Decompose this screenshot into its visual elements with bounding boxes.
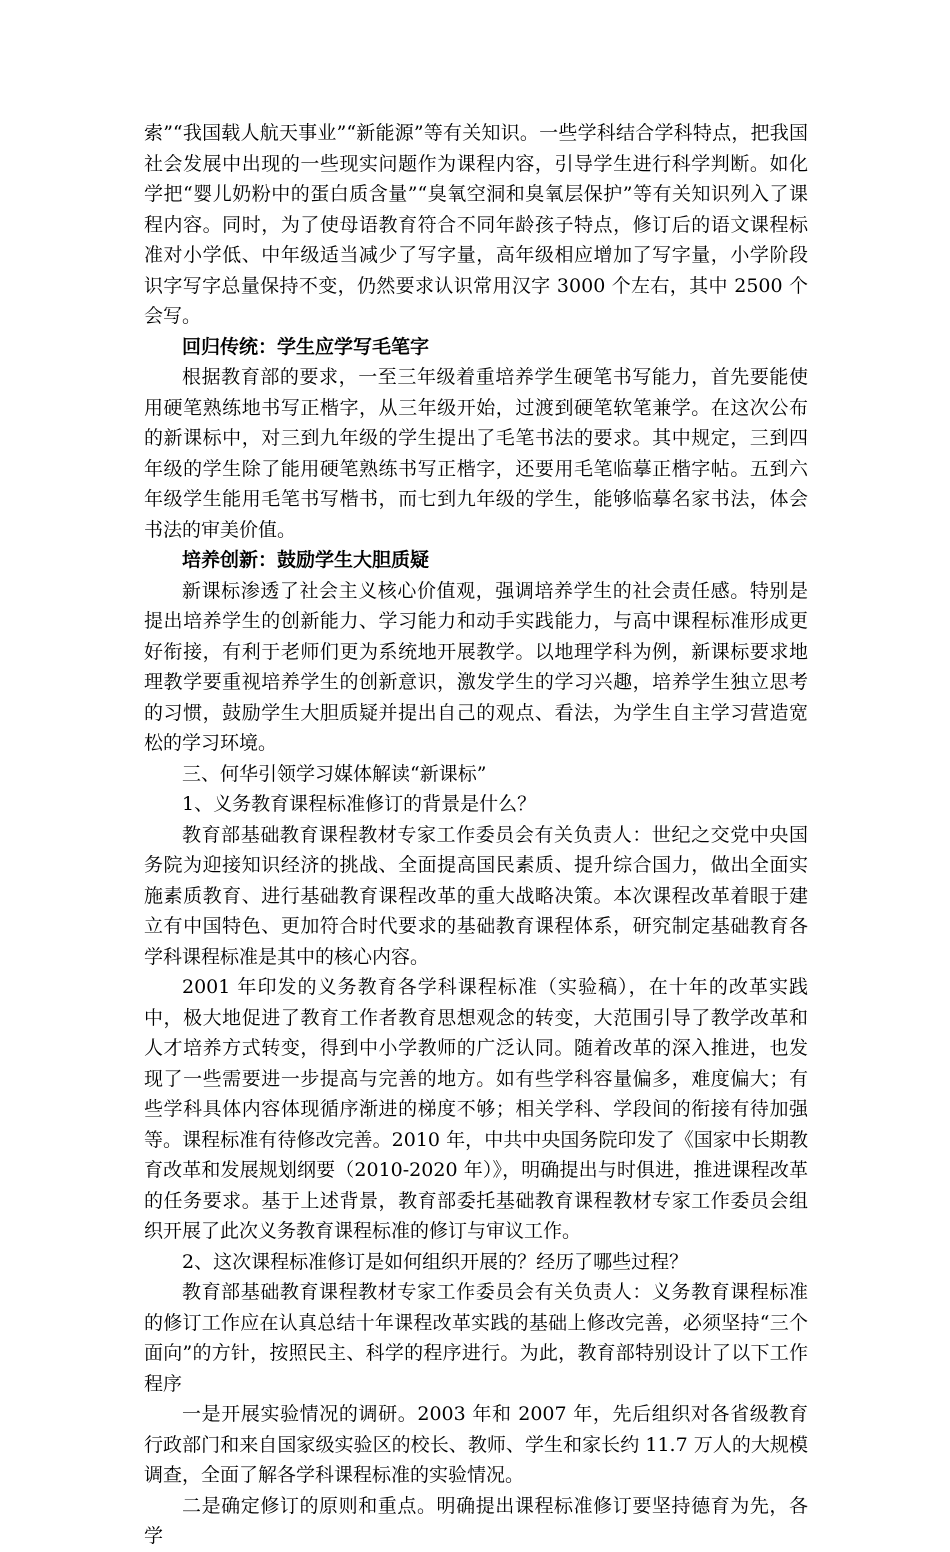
question-heading: 1、义务教育课程标准修订的背景是什么？ — [182, 793, 537, 815]
paragraph: 根据教育部的要求，一至三年级着重培养学生硬笔书写能力，首先要能使用硬笔熟练地书写正楷字，从三年级开始，过渡到硬笔软笔兼学。在这次公布的新课标中，对三到九年级的学生提出了毛笔书法的要求。其中规定，三到四年级的学生除了能用硬笔熟练书写正楷字，还要用毛笔临摹正楷字帖。五到六年级学生能用毛笔书写楷书，而七到九年级的学生，能够临摹名家书法，体会书法的审美价值。 — [144, 366, 808, 541]
paragraph: 索”“我国载人航天事业”“新能源”等有关知识。一些学科结合学科特点，把我国社会发展中出现的一些现实问题作为课程内容，引导学生进行科学判断。如化学把“婴儿奶粉中的蛋白质含量”“臭氧空洞和臭氧层保护”等有关知识列入了课程内容。同时，为了使母语教育符合不同年龄孩子特点，修订后的语文课程标准对小学低、中年级适当减少了写字量，高年级相应增加了写字量，小学阶段识字写字总量保持不变，仍然要求认识常用汉字 3000 个左右，其中 2500 个会写。 — [144, 122, 808, 327]
section-title: 三、何华引领学习媒体解读“新课标” — [182, 762, 487, 785]
section-heading: 回归传统：学生应学写毛笔字 — [182, 335, 430, 358]
paragraph: 2001 年印发的义务教育各学科课程标准（实验稿），在十年的改革实践中，极大地促进了教育工作者教育思想观念的转变，大范围引导了教学改革和人才培养方式转变，得到中小学教师的广泛认同。随着改革的深入推进，也发现了一些需要进一步提高与完善的地方。如有些学科容量偏多，难度偏大；有些学科具体内容体现循序渐进的梯度不够；相关学科、学段间的衔接有待加强等。课程标准有待修改完善。2010 年，中共中央国务院印发了《国家中长期教育改革和发展规划纲要（2010-2020 年）》，明确提出与时俱进，推进课程改革的任务要求。基于上述背景，教育部委托基础教育课程教材专家工作委员会组织开展了此次义务教育课程标准的修订与审议工作。 — [144, 976, 808, 1242]
paragraph: 新课标渗透了社会主义核心价值观，强调培养学生的社会责任感。特别是提出培养学生的创新能力、学习能力和动手实践能力，与高中课程标准形成更好衔接，有利于老师们更为系统地开展教学。以地理学科为例，新课标要求地理教学要重视培养学生的创新意识，激发学生的学习兴趣，培养学生独立思考的习惯，鼓励学生大胆质疑并提出自己的观点、看法，为学生自主学习营造宽松的学习环境。 — [144, 579, 808, 754]
paragraph: 一是开展实验情况的调研。2003 年和 2007 年，先后组织对各省级教育行政部门和来自国家级实验区的校长、教师、学生和家长约 11.7 万人的大规模调查，全面了解各学科课程标准的实验情况。 — [144, 1403, 808, 1486]
section-heading: 培养创新：鼓励学生大胆质疑 — [182, 549, 430, 571]
paragraph: 二是确定修订的原则和重点。明确提出课程标准修订要坚持德育为先，各学 — [144, 1494, 808, 1547]
paragraph: 教育部基础教育课程教材专家工作委员会有关负责人：世纪之交党中央国务院为迎接知识经济的挑战、全面提高国民素质、提升综合国力，做出全面实施素质教育、进行基础教育课程改革的重大战略决策。本次课程改革着眼于建立有中国特色、更加符合时代要求的基础教育课程体系，研究制定基础教育各学科课程标准是其中的核心内容。 — [144, 823, 808, 968]
question-heading: 2、这次课程标准修订是如何组织开展的？经历了哪些过程？ — [182, 1250, 689, 1273]
paragraph: 教育部基础教育课程教材专家工作委员会有关负责人：义务教育课程标准的修订工作应在认真总结十年课程改革实践的基础上修改完善，必须坚持“三个面向”的方针，按照民主、科学的程序进行。为此，教育部特别设计了以下工作程序 — [144, 1281, 808, 1395]
document-body — [144, 118, 808, 1552]
